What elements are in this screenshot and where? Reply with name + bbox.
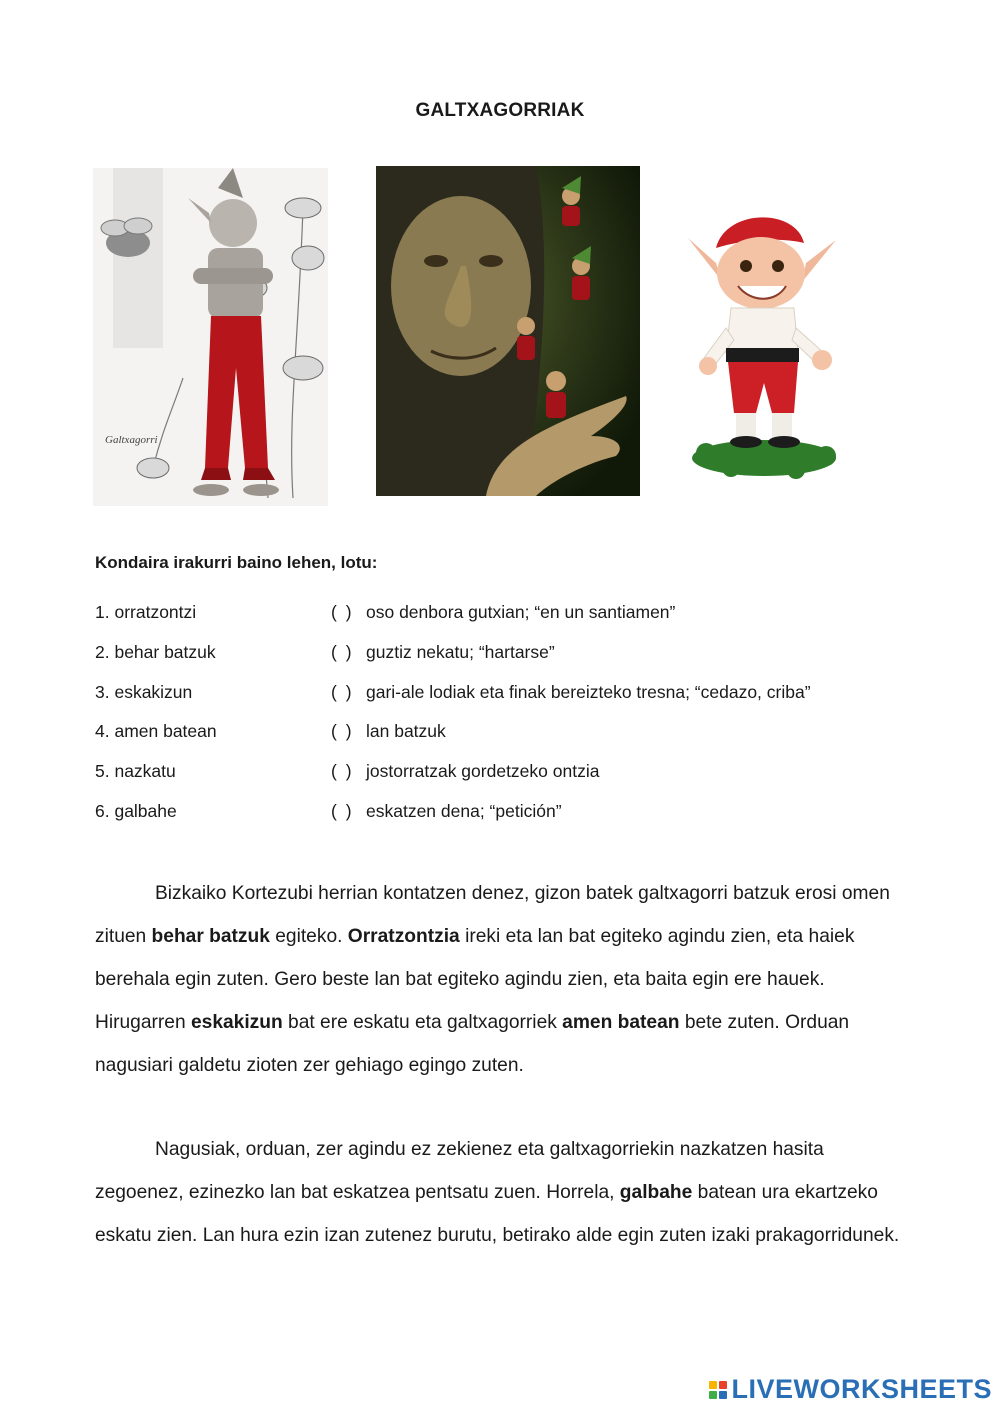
liveworksheets-brand <box>709 1374 992 1405</box>
story-text: Nagusiak, orduan, zer agindu ez zekienez eta galtxagorriekin nazkatzen hasita zegoenez, ezinezko lan bat eskatzea pentsatu zuen. Horrela, <box>95 1139 824 1203</box>
match-row <box>95 761 915 801</box>
match-term: 4. amen batean <box>95 721 217 742</box>
match-definition: jostorratzak gordetzeko ontzia <box>366 761 600 782</box>
matching-exercise <box>95 602 915 841</box>
story-text: bete zuten. Orduan nagusiari galdetu zioten zer gehiago egingo zuten. <box>95 1012 850 1076</box>
instruction-heading: Kondaira irakurri baino lehen, lotu: <box>95 553 378 572</box>
match-definition: lan batzuk <box>366 721 446 742</box>
match-row <box>95 721 915 761</box>
story-paragraph-1 <box>95 872 905 1087</box>
story-text: Bizkaiko Kortezubi herrian kontatzen denez, gizon batek galtxagorri batzuk erosi omen zituen <box>95 883 890 947</box>
witch-with-elves-image <box>376 166 640 496</box>
page-title: GALTXAGORRIAK <box>415 100 585 121</box>
story-text: egiteko. <box>269 926 348 947</box>
match-row <box>95 602 915 642</box>
story-keyword: eskakizun <box>190 1012 283 1033</box>
elf-drawing-image <box>93 168 328 506</box>
match-term: 6. galbahe <box>95 800 177 821</box>
story-paragraph-2 <box>95 1128 905 1257</box>
match-answer-slot[interactable]: ( ) <box>331 602 354 622</box>
match-answer-slot[interactable]: ( ) <box>331 721 354 742</box>
match-answer-slot[interactable]: ( ) <box>331 681 354 702</box>
match-answer-slot[interactable]: ( ) <box>331 800 354 821</box>
left-image-caption: Galtxagorri <box>105 434 158 446</box>
match-row <box>95 801 915 841</box>
match-term: 1. orratzontzi <box>95 602 197 622</box>
match-term: 5. nazkatu <box>95 761 176 782</box>
elf-drawing-icon <box>93 168 328 506</box>
story-text: batean ura ekartzeko eskatu zien. Lan hura ezin izan zutenez burutu, betirako alde egin zuten izaki prakagorridunek. <box>95 1182 900 1246</box>
red-cap-elf-icon <box>686 208 841 483</box>
match-definition: guztiz nekatu; “hartarse” <box>366 641 555 662</box>
match-answer-slot[interactable]: ( ) <box>331 761 354 782</box>
story-keyword: amen batean <box>562 1012 680 1033</box>
match-definition: gari-ale lodiak eta finak bereizteko tresna; “cedazo, criba” <box>366 681 811 702</box>
story-keyword: behar batzuk <box>151 926 270 947</box>
match-definition: eskatzen dena; “petición” <box>366 800 562 821</box>
brand-name: LIVEWORKSHEETS <box>731 1374 992 1404</box>
match-answer-slot[interactable]: ( ) <box>331 641 354 662</box>
story-text: ireki eta lan bat egiteko agindu zien, eta haiek berehala egin zuten. Gero beste lan bat egiteko agindu zien, eta baita egin ere hauek. Hirugarren <box>95 926 855 1033</box>
match-term: 3. eskakizun <box>95 681 193 702</box>
liveworksheets-logo-icon <box>709 1381 727 1399</box>
story-keyword: Orratzontzia <box>347 926 460 947</box>
match-term: 2. behar batzuk <box>95 641 216 662</box>
match-row <box>95 682 915 722</box>
red-cap-elf-image <box>686 208 841 483</box>
story-text: bat ere eskatu eta galtxagorriek <box>282 1012 563 1033</box>
match-definition: oso denbora gutxian; “en un santiamen” <box>366 602 676 622</box>
witch-with-elves-icon <box>376 166 640 496</box>
story-keyword: galbahe <box>619 1182 693 1203</box>
match-row <box>95 642 915 682</box>
